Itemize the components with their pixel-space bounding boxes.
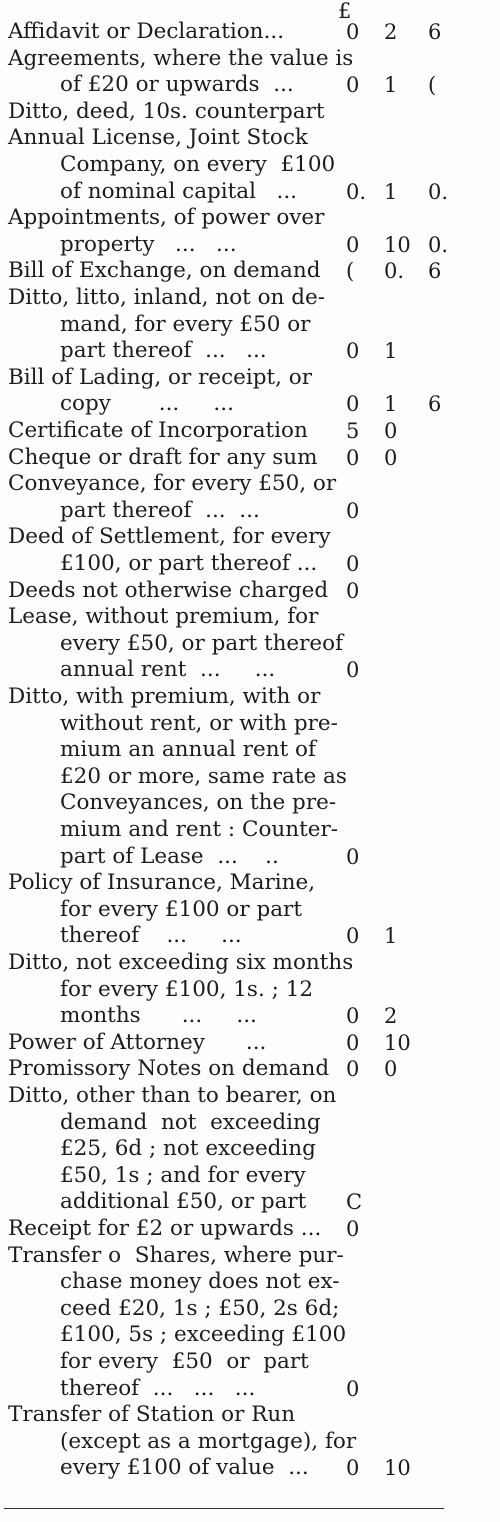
item-description: every £100 of value ... (60, 1455, 309, 1481)
item-description: Annual License, Joint Stock (8, 125, 308, 151)
shillings-value: 1 (384, 339, 398, 364)
item-description: part of Lease ... .. (60, 843, 279, 869)
item-description: Bill of Exchange, on demand (8, 258, 321, 284)
item-description: Certificate of Incorporation (8, 418, 308, 443)
shillings-value: 2 (384, 1004, 398, 1029)
pounds-value: 0 (346, 498, 360, 523)
item-description: (except as a mortgage), for (60, 1428, 357, 1454)
item-description: months ... ... (60, 1003, 257, 1029)
item-description: Ditto, with premium, with or (8, 684, 321, 709)
item-description: Ditto, litto, inland, not on de- (8, 285, 325, 310)
pence-value: 0. (428, 179, 449, 204)
table-row (60, 1189, 500, 1215)
shillings-value: 1 (384, 924, 398, 949)
currency-header: £ (338, 0, 352, 23)
pounds-value: 0 (346, 924, 360, 949)
table-row (60, 923, 500, 949)
item-description: without rent, or with pre- (60, 710, 338, 736)
shillings-value: 10 (384, 1456, 411, 1481)
pounds-value: 0 (346, 1057, 360, 1082)
shillings-value: 0 (384, 1057, 398, 1082)
item-description: of nominal capital ... (60, 178, 298, 204)
shillings-value: 10 (384, 1030, 411, 1055)
item-description: Bill of Lading, or receipt, or (8, 364, 313, 390)
table-row (60, 1110, 500, 1136)
item-description: for every £100 or part (60, 896, 302, 922)
pence-value: 6 (428, 392, 442, 417)
item-description: part thereof ... ... (60, 338, 267, 364)
item-description: Deed of Settlement, for every (8, 524, 331, 550)
table-row (8, 604, 448, 630)
pence-value: 0. (428, 232, 449, 257)
table-row (60, 1455, 500, 1481)
table-row (60, 977, 500, 1003)
item-description: Ditto, not exceeding six months (8, 950, 354, 975)
table-row (8, 578, 448, 604)
shillings-value: 2 (384, 20, 398, 44)
pounds-value: 0 (346, 20, 360, 44)
item-description: copy ... ... (60, 391, 234, 417)
table-row (60, 1003, 500, 1029)
item-description: part thereof ... ... (60, 497, 260, 523)
pounds-value: 0 (346, 844, 360, 869)
item-description: thereof ... ... ... (60, 1375, 256, 1401)
item-description: mium and rent : Counter- (60, 817, 338, 842)
pounds-value: 0 (346, 1456, 360, 1481)
item-description: additional £50, or part (60, 1189, 307, 1215)
item-description: £50, 1s ; and for every (60, 1162, 306, 1188)
table-row (60, 737, 500, 763)
pounds-value: 0 (346, 339, 360, 364)
pounds-value: 0 (346, 445, 360, 470)
item-description: Power of Attorney ... (8, 1029, 267, 1055)
pounds-value: ( (346, 259, 355, 284)
table-row (60, 897, 500, 923)
table-row (60, 1163, 500, 1189)
item-description: every £50, or part thereof (60, 630, 344, 656)
pounds-value: 0 (346, 578, 360, 603)
pounds-value: 0 (346, 658, 360, 683)
pounds-value: 0 (346, 1030, 360, 1055)
table-row (8, 258, 448, 284)
item-description: Cheque or draft for any sum (8, 444, 318, 470)
pounds-value: 0. (346, 179, 367, 204)
item-description: Ditto, other than to bearer, on (8, 1083, 337, 1108)
table-row (60, 711, 500, 737)
item-description: annual rent ... ... (60, 657, 276, 683)
table-row (8, 1402, 448, 1428)
table-row (60, 1296, 500, 1322)
item-description: mium an annual rent of (60, 737, 316, 763)
table-row (60, 1269, 500, 1295)
item-description: Promissory Notes on demand (8, 1056, 330, 1082)
item-description: mand, for every £50 or (60, 311, 311, 337)
table-row (60, 1376, 500, 1402)
item-description: Company, on every £100 (60, 152, 336, 177)
table-row (8, 1056, 448, 1082)
pounds-value: 0 (346, 552, 360, 576)
table-row (60, 844, 500, 870)
item-description: Deeds not otherwise charged (8, 577, 329, 603)
pounds-value: 0 (346, 392, 360, 417)
table-row (60, 1429, 500, 1455)
table-row (8, 125, 448, 151)
item-description: Policy of Insurance, Marine, (8, 870, 316, 896)
item-description: property ... ... (60, 231, 237, 257)
pounds-value: 0 (346, 232, 360, 257)
shillings-value: 10 (384, 232, 411, 257)
table-row (60, 631, 500, 657)
pence-value: ( (428, 73, 437, 98)
item-description: Lease, without premium, for (8, 604, 319, 630)
table-row (60, 790, 500, 816)
item-description: £20 or more, same rate as (60, 763, 347, 789)
table-row (8, 46, 448, 72)
pounds-value: C (346, 1190, 363, 1215)
table-row (8, 1083, 448, 1109)
pounds-value: 0 (346, 73, 360, 98)
table-row (60, 657, 500, 683)
shillings-value: 0 (384, 445, 398, 470)
table-row (8, 1216, 448, 1242)
item-description: Conveyances, on the pre- (60, 790, 337, 816)
table-row (8, 205, 448, 231)
table-row (60, 232, 500, 258)
table-row (60, 391, 500, 417)
table-row (8, 99, 448, 125)
item-description: £100, or part thereof ... (60, 551, 318, 576)
item-description: £100, 5s ; exceeding £100 (60, 1322, 347, 1348)
shillings-value: 1 (384, 73, 398, 98)
pence-value: 6 (428, 259, 442, 284)
item-description: for every £100, 1s. ; 12 (60, 976, 314, 1002)
table-row (8, 524, 448, 550)
table-row (8, 19, 448, 45)
table-row (60, 312, 500, 338)
pounds-value: 5 (346, 419, 360, 443)
shillings-value: 1 (384, 392, 398, 417)
table-row (8, 870, 448, 896)
table-row (60, 338, 500, 364)
table-row (60, 72, 500, 98)
table-row (60, 1349, 500, 1375)
shillings-value: 0 (384, 419, 398, 443)
section-divider (4, 1508, 444, 1509)
item-description: Conveyance, for every £50, or (8, 471, 337, 497)
pounds-value: 0 (346, 1376, 360, 1401)
item-description: demand not exceeding (60, 1109, 321, 1135)
table-row (60, 152, 500, 178)
item-description: Appointments, of power over (8, 205, 325, 231)
pence-value: 6 (428, 20, 442, 44)
table-row (8, 1030, 448, 1056)
item-description: Transfer o Shares, where pur- (8, 1242, 344, 1268)
item-description: Affidavit or Declaration... (8, 19, 285, 44)
table-row (60, 764, 500, 790)
table-row (8, 445, 448, 471)
item-description: of £20 or upwards ... (60, 72, 294, 98)
table-row (8, 1243, 448, 1269)
item-description: £25, 6d ; not exceeding (60, 1136, 316, 1162)
table-row (60, 498, 500, 524)
shillings-value: 0. (384, 259, 405, 284)
item-description: Transfer of Station or Run (8, 1402, 296, 1428)
table-row (8, 285, 448, 311)
pounds-value: 0 (346, 1004, 360, 1029)
item-description: chase money does not ex- (60, 1269, 340, 1295)
item-description: Agreements, where the value is (8, 45, 354, 71)
table-row (60, 179, 500, 205)
table-row (60, 1322, 500, 1348)
item-description: Ditto, deed, 10s. counterpart (8, 98, 325, 124)
table-row (8, 471, 448, 497)
table-row (8, 365, 448, 391)
pounds-value: 0 (346, 1217, 360, 1241)
item-description: ceed £20, 1s ; £50, 2s 6d; (60, 1295, 340, 1321)
table-row (8, 684, 448, 710)
shillings-value: 1 (384, 179, 398, 204)
table-row (8, 418, 448, 444)
item-description: Receipt for £2 or upwards ... (8, 1216, 322, 1241)
item-description: for every £50 or part (60, 1349, 309, 1374)
table-row (60, 1136, 500, 1162)
table-row (8, 950, 448, 976)
item-description: thereof ... ... (60, 923, 242, 949)
table-row (60, 551, 500, 577)
table-row (60, 817, 500, 843)
